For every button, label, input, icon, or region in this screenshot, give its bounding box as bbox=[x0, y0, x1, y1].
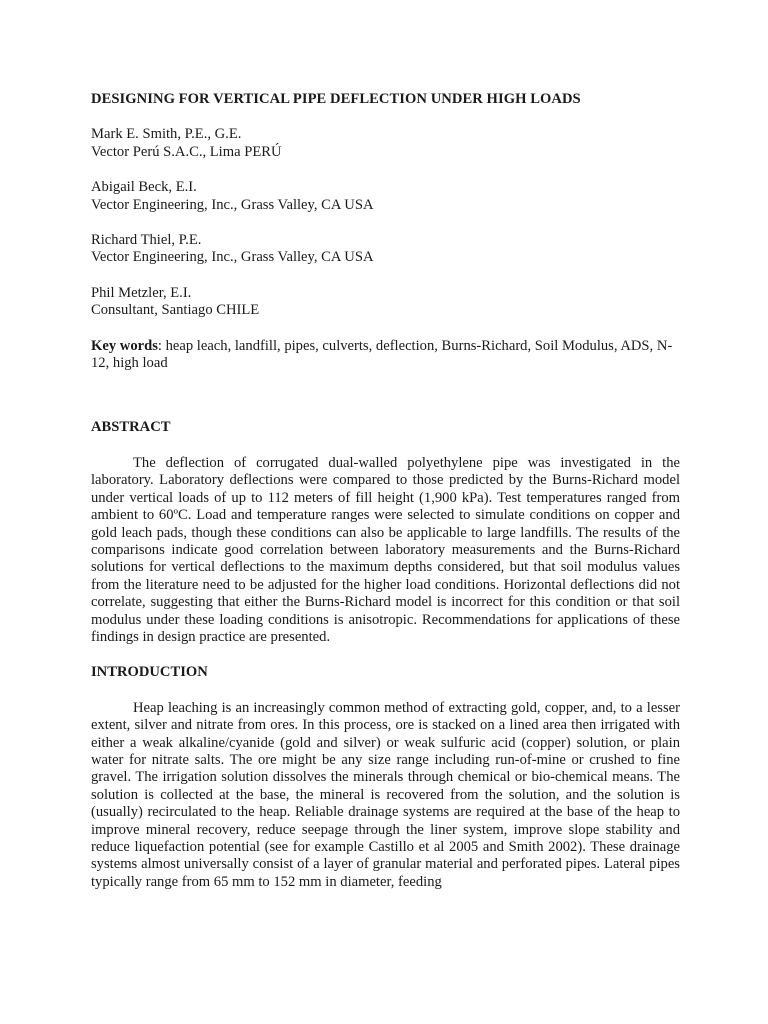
author-affiliation: Vector Perú S.A.C., Lima PERÚ bbox=[91, 143, 282, 160]
author-block bbox=[91, 232, 680, 267]
keywords bbox=[91, 338, 680, 373]
abstract-paragraph: The deflection of corrugated dual-walled polyethylene pipe was investigated in the laboratory. Laboratory deflections were compared to those predicted by the Burns-Richard model under vertical loads of up to 112 meters of fill height (1,900 kPa). Test temperatures ranged from ambient to 60ºC. Load and temperature ranges were selected to simulate conditions on copper and gold leach pads, though these conditions can also be applicable to large landfills. The results of the comparisons indicate good correlation between laboratory measurements and the Burns-Richard solutions for vertical deflections to the maximum depths considered, but that soil modulus values from the literature need to be adjusted for the higher load conditions. Horizontal deflections did not correlate, suggesting that either the Burns-Richard model is incorrect for this condition or that soil modulus under these loading conditions is anisotropic. Recommendations for applications of these findings in design practice are presented. bbox=[91, 454, 680, 645]
introduction-heading: INTRODUCTION bbox=[91, 664, 208, 681]
author-block bbox=[91, 285, 680, 320]
author-name: Phil Metzler, E.I. bbox=[91, 284, 192, 301]
author-block bbox=[91, 179, 680, 214]
author-affiliation: Vector Engineering, Inc., Grass Valley, CA USA bbox=[91, 196, 374, 213]
author-affiliation: Consultant, Santiago CHILE bbox=[91, 302, 260, 319]
author-block bbox=[91, 126, 680, 161]
author-name: Richard Thiel, P.E. bbox=[91, 232, 202, 249]
keywords-text: : heap leach, landfill, pipes, culverts, deflection, Burns-Richard, Soil Modulus, ADS, N-12, high load bbox=[91, 337, 673, 372]
abstract-heading: ABSTRACT bbox=[91, 419, 171, 436]
keywords-label: Key words bbox=[91, 337, 158, 354]
introduction-paragraph: Heap leaching is an increasingly common method of extracting gold, copper, and, to a lesser extent, silver and nitrate from ores. In this process, ore is stacked on a lined area then irrigated with either a weak alkaline/cyanide (gold and silver) or weak sulfuric acid (copper) solution, or plain water for nitrate salts. The ore might be any size range including run-of-mine or crushed to fine gravel. The irrigation solution dissolves the minerals through chemical or bio-chemical means. The solution is collected at the base, the mineral is recovered from the solution, and the solution is (usually) recirculated to the heap. Reliable drainage systems are required at the base of the heap to improve mineral recovery, reduce seepage through the liner system, improve slope stability and reduce liquefaction potential (see for example Castillo et al 2005 and Smith 2002). These drainage systems almost universally consist of a layer of granular material and perforated pipes. Lateral pipes typically range from 65 mm to 152 mm in diameter, feeding bbox=[91, 699, 680, 890]
author-name: Mark E. Smith, P.E., G.E. bbox=[91, 126, 242, 143]
author-affiliation: Vector Engineering, Inc., Grass Valley, CA USA bbox=[91, 249, 374, 266]
author-name: Abigail Beck, E.I. bbox=[91, 179, 197, 196]
paper-title: DESIGNING FOR VERTICAL PIPE DEFLECTION UNDER HIGH LOADS bbox=[91, 91, 581, 107]
